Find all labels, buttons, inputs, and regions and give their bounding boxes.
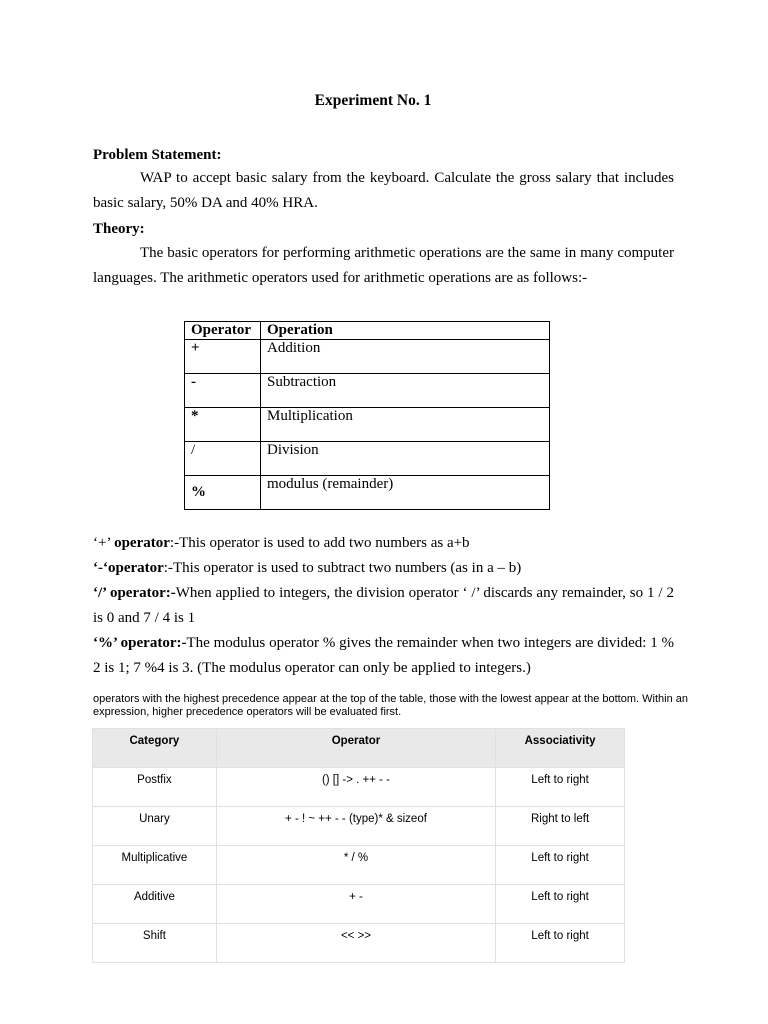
precedence-table [92, 728, 625, 963]
table-row [185, 442, 550, 476]
header-operator: Operator [185, 322, 261, 340]
table-row [185, 408, 550, 442]
operation-cell: Multiplication [261, 408, 550, 442]
explanation-term: ‘/’ operator:- [93, 585, 176, 601]
header-associativity: Associativity [496, 729, 625, 768]
table-row [185, 340, 550, 374]
plus-operator-explanation [93, 531, 674, 556]
table-row [185, 476, 550, 510]
operator-cell: + - [216, 885, 495, 924]
operation-cell: Subtraction [261, 374, 550, 408]
problem-heading-text: Problem Statement: [93, 147, 222, 163]
explanation-term: ‘%’ operator:- [93, 635, 187, 651]
precedence-note: operators with the highest precedence appear at the top of the table, those with the lowest appear at the bottom. Within an expression, higher precedence operators will be evaluated first. [93, 693, 688, 718]
precedence-table-header [93, 729, 625, 768]
associativity-cell: Left to right [496, 885, 625, 924]
operator-cell: % [185, 476, 261, 510]
explanation-text: The modulus operator % gives the remainder when two integers are divided: 1 % 2 is 1; 7 %4 is 3. (The modulus operator can only be applied to integers.) [93, 635, 675, 676]
associativity-cell: Left to right [496, 846, 625, 885]
explanation-text: :-This operator is used to add two numbers as a+b [169, 535, 470, 551]
division-operator-explanation [93, 581, 674, 631]
operation-cell: Addition [261, 340, 550, 374]
theory-heading-text: Theory: [93, 221, 145, 237]
operator-cell: * / % [216, 846, 495, 885]
theory-text: The basic operators for performing arithmetic operations are the same in many computer languages. The arithmetic operators used for arithmetic operations are as follows:- [93, 245, 674, 286]
associativity-cell: Right to left [496, 807, 625, 846]
table-row [93, 885, 625, 924]
category-cell: Additive [93, 885, 217, 924]
minus-operator-explanation [93, 556, 674, 581]
operator-cell: * [185, 408, 261, 442]
table-row [93, 924, 625, 963]
category-cell: Multiplicative [93, 846, 217, 885]
header-operation: Operation [261, 322, 550, 340]
operation-cell: modulus (remainder) [261, 476, 550, 510]
table-row [93, 846, 625, 885]
associativity-cell: Left to right [496, 924, 625, 963]
operator-cell: () [] -> . ++ - - [216, 768, 495, 807]
explanation-text: When applied to integers, the division operator ‘ /’ discards any remainder, so 1 / 2 is 0 and 7 / 4 is 1 [93, 585, 674, 626]
problem-heading [93, 143, 674, 168]
explanation-text: :-This operator is used to subtract two numbers (as in a – b) [163, 560, 522, 576]
explanation-term: ‘-‘operator [93, 560, 164, 576]
category-cell: Unary [93, 807, 217, 846]
operator-cell: + - ! ~ ++ - - (type)* & sizeof [216, 807, 495, 846]
theory-heading [93, 217, 674, 242]
explanation-term: operator [114, 535, 170, 551]
operator-cell: << >> [216, 924, 495, 963]
table-row [93, 807, 625, 846]
explanation-prefix: ‘+’ [93, 535, 115, 551]
category-cell: Postfix [93, 768, 217, 807]
table-row [185, 374, 550, 408]
category-cell: Shift [93, 924, 217, 963]
modulus-operator-explanation [93, 631, 674, 681]
problem-text: WAP to accept basic salary from the keyboard. Calculate the gross salary that includes basic salary, 50% DA and 40% HRA. [93, 170, 674, 211]
header-operator: Operator [216, 729, 495, 768]
operator-cell: - [185, 374, 261, 408]
operator-cell: + [185, 340, 261, 374]
operators-table [184, 321, 550, 510]
operators-table-header [185, 322, 550, 340]
page-title: Experiment No. 1 [314, 92, 432, 109]
operator-cell: / [185, 442, 261, 476]
header-category: Category [93, 729, 217, 768]
associativity-cell: Left to right [496, 768, 625, 807]
table-row [93, 768, 625, 807]
operation-cell: Division [261, 442, 550, 476]
